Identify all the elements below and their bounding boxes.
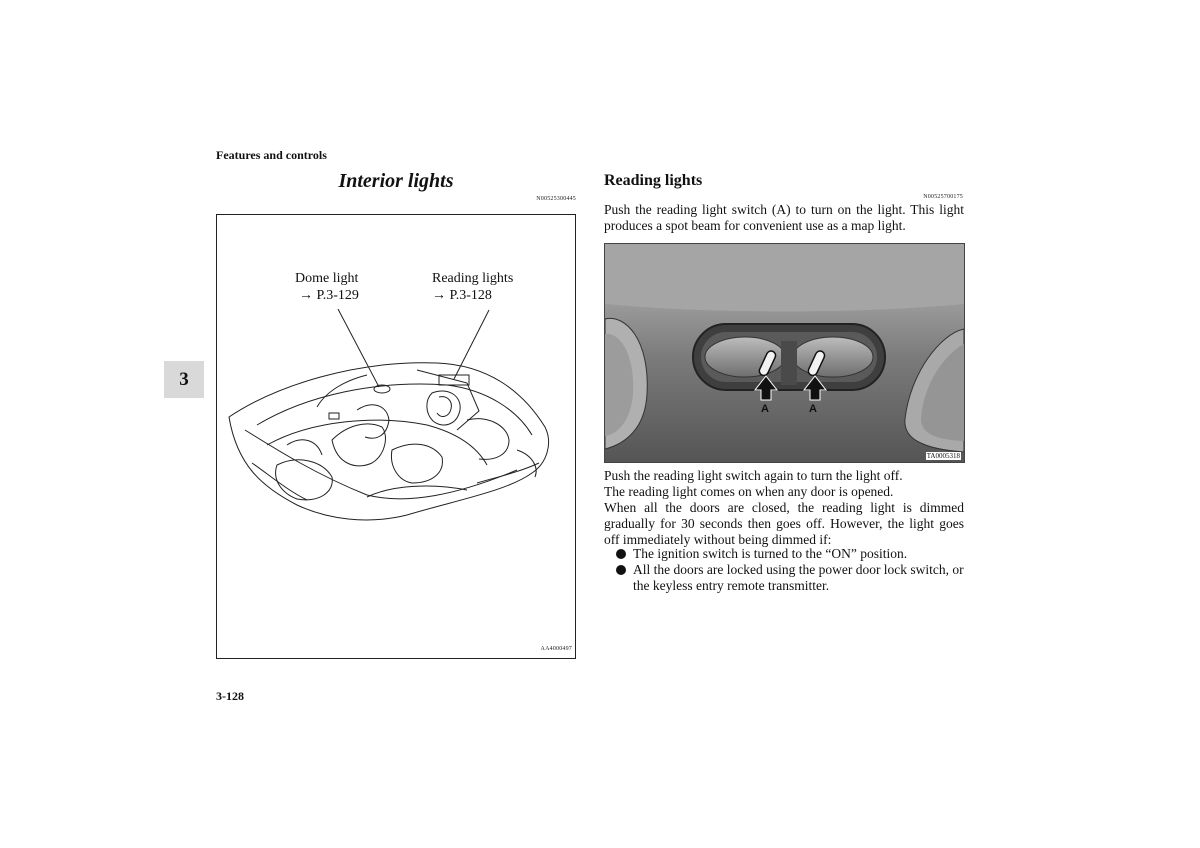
left-figure-code: AA4000497 — [540, 646, 572, 652]
conditions-list — [614, 546, 964, 594]
reading-lights-body — [604, 468, 964, 548]
bullet-icon — [616, 565, 626, 575]
reading-light-illustration — [605, 244, 964, 462]
interior-lights-figure — [216, 214, 576, 659]
switch-label-a1: A — [761, 403, 769, 415]
reading-lights-label: Reading lights — [432, 271, 514, 286]
list-item-text: The ignition switch is turned to the “ON” position. — [633, 546, 908, 561]
left-section-code: N00525300445 — [536, 196, 576, 202]
right-section-title: Reading lights — [604, 172, 703, 189]
switch-label-a2: A — [809, 403, 817, 415]
dome-light-page-ref: → P.3-129 — [299, 288, 359, 303]
dome-light-callout — [295, 270, 359, 304]
dome-light-leader-line — [338, 309, 379, 387]
paragraph-door-opened: The reading light comes on when any door is opened. — [604, 484, 894, 499]
right-section-code: N00525700175 — [923, 194, 963, 200]
list-item — [614, 562, 964, 594]
bullet-icon — [616, 549, 626, 559]
photo-code: TA0005318 — [926, 452, 960, 460]
list-item — [614, 546, 964, 562]
reading-lights-callout — [432, 270, 513, 304]
section-header: Features and controls — [216, 148, 327, 162]
reading-light-photo — [604, 243, 965, 463]
reading-lights-intro: Push the reading light switch (A) to turn on the light. This light produces a spot beam for convenient use as a map light. — [604, 202, 964, 233]
page-number: 3-128 — [216, 689, 244, 703]
dome-light-label: Dome light — [295, 271, 359, 286]
chapter-tab: 3 — [164, 361, 204, 398]
reading-lights-page-ref: → P.3-128 — [432, 288, 492, 303]
left-section-title: Interior lights — [338, 170, 454, 192]
list-item-text: All the doors are locked using the power door lock switch, or the keyless entry remote transmitter. — [633, 562, 964, 593]
paragraph-turn-off: Push the reading light switch again to turn the light off. — [604, 468, 903, 483]
paragraph-dimming: When all the doors are closed, the reading light is dimmed gradually for 30 seconds then goes off. However, the light goes off immediately without being dimmed if: — [604, 500, 964, 547]
car-interior-illustration — [217, 215, 575, 658]
